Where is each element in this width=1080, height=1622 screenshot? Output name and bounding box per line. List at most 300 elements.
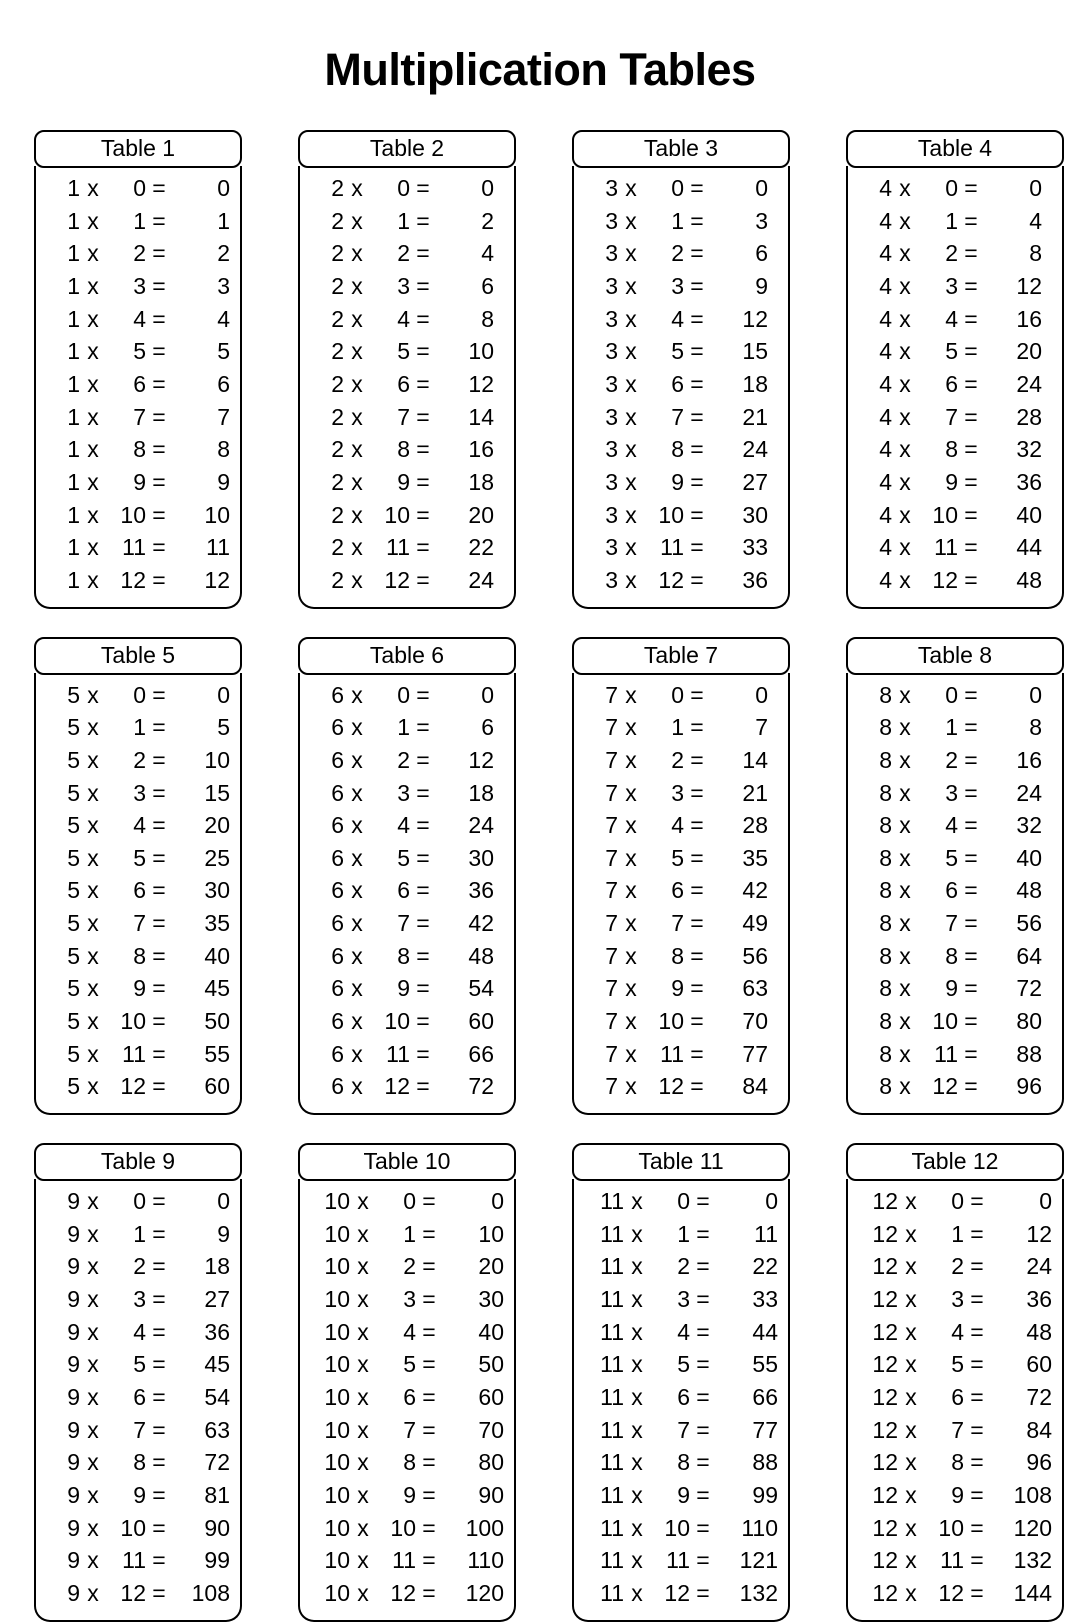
multiplicand: 8	[879, 812, 892, 839]
times-symbol: x	[87, 370, 99, 397]
multiplier: 10	[932, 1008, 958, 1035]
multiplier: 3	[133, 1286, 146, 1313]
table-row	[46, 744, 230, 777]
product: 32	[1016, 812, 1042, 839]
equals-symbol: =	[696, 1579, 710, 1606]
multiplier: 4	[397, 305, 410, 332]
equals-symbol: =	[970, 1286, 984, 1313]
multiplicand: 12	[872, 1220, 898, 1247]
multiplicand: 4	[879, 272, 892, 299]
table-row	[310, 1544, 504, 1577]
multiplicand: 6	[331, 975, 344, 1002]
table-card	[572, 130, 790, 609]
table-row	[584, 744, 778, 777]
equals-symbol: =	[970, 1416, 984, 1443]
table-row	[584, 531, 778, 564]
multiplier: 6	[397, 877, 410, 904]
multiplier: 7	[403, 1416, 416, 1443]
table-row	[310, 1479, 504, 1512]
multiplier: 0	[133, 681, 146, 708]
multiplier: 1	[671, 207, 684, 234]
times-symbol: x	[631, 1286, 643, 1313]
equals-symbol: =	[422, 1579, 436, 1606]
multiplicand: 7	[605, 1008, 618, 1035]
multiplicand: 11	[600, 1481, 624, 1508]
equals-symbol: =	[152, 1449, 166, 1476]
multiplier: 7	[397, 910, 410, 937]
equals-symbol: =	[152, 1351, 166, 1378]
equals-symbol: =	[422, 1286, 436, 1313]
table-row	[584, 205, 778, 238]
multiplier: 6	[951, 1384, 964, 1410]
multiplicand: 9	[67, 1384, 80, 1410]
multiplicand: 11	[600, 1514, 624, 1541]
table-row	[46, 1185, 230, 1218]
equals-symbol: =	[690, 844, 704, 871]
multiplier: 11	[660, 534, 684, 561]
equals-symbol: =	[422, 1384, 436, 1410]
product: 0	[217, 175, 230, 201]
table-row	[858, 401, 1052, 434]
table-row	[46, 303, 230, 336]
table-row	[584, 1577, 778, 1610]
equals-symbol: =	[964, 942, 978, 969]
multiplier: 9	[945, 468, 958, 495]
table-row	[310, 1414, 504, 1447]
product: 50	[478, 1351, 504, 1378]
multiplier: 0	[397, 175, 410, 201]
multiplier: 5	[397, 844, 410, 871]
times-symbol: x	[625, 305, 637, 332]
multiplier: 5	[945, 338, 958, 365]
times-symbol: x	[87, 1547, 99, 1574]
multiplicand: 10	[324, 1579, 350, 1606]
multiplier: 0	[951, 1188, 964, 1215]
table-card-body	[572, 166, 790, 609]
multiplicand: 12	[872, 1514, 898, 1541]
multiplicand: 2	[331, 240, 344, 267]
product: 44	[1016, 534, 1042, 561]
equals-symbol: =	[152, 975, 166, 1002]
multiplicand: 12	[872, 1188, 898, 1215]
table-card-title: Table 10	[298, 1143, 516, 1181]
equals-symbol: =	[152, 1481, 166, 1508]
table-card-body	[572, 1179, 790, 1622]
multiplier: 8	[671, 436, 684, 463]
times-symbol: x	[625, 534, 637, 561]
product: 27	[204, 1286, 230, 1313]
product: 42	[742, 877, 768, 904]
multiplier: 6	[133, 370, 146, 397]
times-symbol: x	[87, 1384, 99, 1410]
multiplicand: 2	[331, 175, 344, 201]
equals-symbol: =	[964, 1008, 978, 1035]
multiplier: 1	[403, 1220, 416, 1247]
times-symbol: x	[87, 1220, 99, 1247]
table-row	[858, 940, 1052, 973]
table-row	[858, 466, 1052, 499]
multiplicand: 11	[600, 1188, 624, 1215]
product: 9	[217, 468, 230, 495]
product: 10	[468, 338, 494, 365]
multiplier: 3	[397, 272, 410, 299]
multiplicand: 11	[600, 1579, 624, 1606]
times-symbol: x	[351, 779, 363, 806]
product: 3	[217, 272, 230, 299]
multiplier: 5	[397, 338, 410, 365]
multiplicand: 2	[331, 207, 344, 234]
equals-symbol: =	[690, 175, 704, 201]
equals-symbol: =	[152, 501, 166, 528]
table-row	[310, 1283, 504, 1316]
multiplicand: 6	[331, 844, 344, 871]
product: 110	[467, 1547, 504, 1574]
table-card	[298, 1143, 516, 1622]
multiplicand: 4	[879, 501, 892, 528]
multiplier: 11	[660, 1040, 684, 1067]
multiplicand: 2	[331, 370, 344, 397]
times-symbol: x	[899, 240, 911, 267]
equals-symbol: =	[422, 1318, 436, 1345]
times-symbol: x	[87, 436, 99, 463]
multiplier: 0	[133, 175, 146, 201]
equals-symbol: =	[416, 468, 430, 495]
times-symbol: x	[899, 1008, 911, 1035]
table-card-body	[34, 166, 242, 609]
multiplicand: 5	[67, 714, 80, 741]
equals-symbol: =	[152, 436, 166, 463]
product: 4	[217, 305, 230, 332]
table-row	[46, 270, 230, 303]
multiplicand: 5	[67, 1073, 80, 1100]
times-symbol: x	[625, 910, 637, 937]
table-row	[46, 1381, 230, 1414]
product: 50	[204, 1008, 230, 1035]
table-row	[310, 1250, 504, 1283]
table-row	[46, 1070, 230, 1103]
multiplier: 4	[677, 1318, 690, 1345]
times-symbol: x	[87, 1040, 99, 1067]
multiplier: 2	[133, 1253, 146, 1280]
multiplier: 3	[945, 779, 958, 806]
product: 0	[765, 1188, 778, 1215]
product: 40	[1016, 844, 1042, 871]
product: 0	[1029, 681, 1042, 708]
multiplicand: 11	[600, 1547, 624, 1574]
times-symbol: x	[899, 714, 911, 741]
table-row	[858, 1479, 1052, 1512]
product: 96	[1016, 1073, 1042, 1100]
product: 6	[481, 272, 494, 299]
product: 12	[468, 370, 494, 397]
table-row	[584, 499, 778, 532]
times-symbol: x	[87, 714, 99, 741]
multiplicand: 4	[879, 207, 892, 234]
product: 24	[468, 812, 494, 839]
product: 33	[752, 1286, 778, 1313]
product: 20	[204, 812, 230, 839]
times-symbol: x	[351, 305, 363, 332]
table-row	[858, 1218, 1052, 1251]
times-symbol: x	[87, 779, 99, 806]
equals-symbol: =	[970, 1547, 984, 1574]
table-row	[46, 1250, 230, 1283]
times-symbol: x	[625, 272, 637, 299]
equals-symbol: =	[964, 910, 978, 937]
multiplier: 10	[120, 501, 146, 528]
multiplicand: 9	[67, 1351, 80, 1378]
multiplicand: 4	[879, 566, 892, 593]
times-symbol: x	[899, 305, 911, 332]
product: 12	[1026, 1220, 1052, 1247]
product: 60	[1026, 1351, 1052, 1378]
table-card	[298, 130, 516, 609]
multiplicand: 1	[67, 207, 80, 234]
table-card-title: Table 9	[34, 1143, 242, 1181]
times-symbol: x	[87, 403, 99, 430]
product: 45	[204, 1351, 230, 1378]
product: 63	[204, 1416, 230, 1443]
multiplicand: 9	[67, 1481, 80, 1508]
multiplicand: 8	[879, 1073, 892, 1100]
multiplicand: 9	[67, 1547, 80, 1574]
equals-symbol: =	[152, 1579, 166, 1606]
product: 48	[1016, 877, 1042, 904]
times-symbol: x	[899, 779, 911, 806]
multiplier: 11	[122, 534, 146, 561]
table-row	[584, 1446, 778, 1479]
table-row	[310, 679, 504, 712]
multiplicand: 9	[67, 1579, 80, 1606]
equals-symbol: =	[690, 779, 704, 806]
times-symbol: x	[357, 1481, 369, 1508]
equals-symbol: =	[696, 1220, 710, 1247]
multiplier: 6	[671, 370, 684, 397]
equals-symbol: =	[690, 338, 704, 365]
product: 70	[742, 1008, 768, 1035]
equals-symbol: =	[690, 240, 704, 267]
product: 45	[204, 975, 230, 1002]
multiplier: 10	[658, 1008, 684, 1035]
times-symbol: x	[87, 681, 99, 708]
multiplicand: 7	[605, 942, 618, 969]
product: 72	[1016, 975, 1042, 1002]
equals-symbol: =	[422, 1514, 436, 1541]
multiplier: 12	[384, 1073, 410, 1100]
product: 120	[1013, 1514, 1052, 1541]
table-row	[310, 809, 504, 842]
multiplicand: 2	[331, 436, 344, 463]
times-symbol: x	[87, 1286, 99, 1313]
multiplier: 1	[133, 207, 146, 234]
multiplier: 3	[671, 779, 684, 806]
product: 84	[742, 1073, 768, 1100]
product: 70	[478, 1416, 504, 1443]
multiplier: 3	[397, 779, 410, 806]
equals-symbol: =	[422, 1188, 436, 1215]
times-symbol: x	[87, 746, 99, 773]
multiplicand: 8	[879, 942, 892, 969]
multiplicand: 5	[67, 812, 80, 839]
table-row	[584, 303, 778, 336]
table-row	[858, 303, 1052, 336]
multiplier: 4	[945, 812, 958, 839]
table-row	[858, 777, 1052, 810]
product: 8	[481, 305, 494, 332]
product: 99	[752, 1481, 778, 1508]
multiplicand: 12	[872, 1579, 898, 1606]
table-row	[858, 711, 1052, 744]
times-symbol: x	[905, 1547, 917, 1574]
times-symbol: x	[87, 1318, 99, 1345]
table-row	[858, 499, 1052, 532]
equals-symbol: =	[964, 207, 978, 234]
equals-symbol: =	[416, 272, 430, 299]
times-symbol: x	[351, 436, 363, 463]
multiplier: 2	[403, 1253, 416, 1280]
multiplier: 9	[397, 975, 410, 1002]
times-symbol: x	[631, 1318, 643, 1345]
times-symbol: x	[625, 1040, 637, 1067]
equals-symbol: =	[152, 468, 166, 495]
product: 121	[739, 1547, 778, 1574]
table-row	[858, 874, 1052, 907]
equals-symbol: =	[690, 1008, 704, 1035]
times-symbol: x	[905, 1286, 917, 1313]
multiplicand: 12	[872, 1481, 898, 1508]
multiplier: 7	[397, 403, 410, 430]
product: 48	[468, 942, 494, 969]
table-row	[46, 972, 230, 1005]
tables-grid	[28, 130, 1052, 1622]
product: 24	[468, 566, 494, 593]
table-row	[310, 205, 504, 238]
multiplier: 8	[671, 942, 684, 969]
multiplier: 4	[133, 812, 146, 839]
multiplier: 0	[945, 175, 958, 201]
equals-symbol: =	[970, 1514, 984, 1541]
equals-symbol: =	[152, 877, 166, 904]
multiplicand: 7	[605, 714, 618, 741]
equals-symbol: =	[690, 534, 704, 561]
multiplier: 11	[940, 1547, 964, 1574]
table-row	[584, 972, 778, 1005]
product: 18	[742, 370, 768, 397]
table-row	[858, 1185, 1052, 1218]
table-row	[46, 1218, 230, 1251]
product: 55	[752, 1351, 778, 1378]
table-row	[310, 940, 504, 973]
multiplier: 10	[390, 1514, 416, 1541]
multiplicand: 1	[67, 338, 80, 365]
product: 96	[1026, 1449, 1052, 1476]
table-row	[584, 679, 778, 712]
equals-symbol: =	[416, 1073, 430, 1100]
equals-symbol: =	[416, 338, 430, 365]
product: 16	[1016, 746, 1042, 773]
times-symbol: x	[631, 1514, 643, 1541]
multiplicand: 5	[67, 910, 80, 937]
equals-symbol: =	[690, 910, 704, 937]
table-card-title: Table 5	[34, 637, 242, 675]
multiplier: 4	[133, 1318, 146, 1345]
table-row	[46, 1005, 230, 1038]
table-row	[46, 368, 230, 401]
multiplicand: 12	[872, 1286, 898, 1313]
multiplier: 2	[671, 746, 684, 773]
table-row	[584, 1250, 778, 1283]
multiplicand: 6	[331, 910, 344, 937]
equals-symbol: =	[964, 175, 978, 201]
equals-symbol: =	[696, 1547, 710, 1574]
product: 80	[478, 1449, 504, 1476]
product: 20	[478, 1253, 504, 1280]
product: 48	[1026, 1318, 1052, 1345]
multiplier: 4	[671, 305, 684, 332]
table-row	[310, 874, 504, 907]
multiplier: 1	[677, 1220, 690, 1247]
equals-symbol: =	[152, 714, 166, 741]
times-symbol: x	[87, 1073, 99, 1100]
multiplicand: 6	[331, 877, 344, 904]
table-row	[310, 1381, 504, 1414]
times-symbol: x	[351, 1008, 363, 1035]
equals-symbol: =	[422, 1481, 436, 1508]
table-card-body	[846, 673, 1064, 1116]
product: 12	[1016, 272, 1042, 299]
equals-symbol: =	[152, 681, 166, 708]
multiplier: 9	[397, 468, 410, 495]
product: 88	[1016, 1040, 1042, 1067]
equals-symbol: =	[416, 403, 430, 430]
times-symbol: x	[351, 501, 363, 528]
table-row	[46, 499, 230, 532]
product: 21	[742, 779, 768, 806]
product: 24	[1016, 779, 1042, 806]
multiplicand: 6	[331, 942, 344, 969]
product: 22	[468, 534, 494, 561]
multiplier: 9	[945, 975, 958, 1002]
multiplicand: 10	[324, 1318, 350, 1345]
multiplicand: 1	[67, 566, 80, 593]
multiplicand: 2	[331, 468, 344, 495]
multiplier: 12	[658, 566, 684, 593]
times-symbol: x	[631, 1253, 643, 1280]
product: 54	[468, 975, 494, 1002]
table-card-body	[298, 673, 516, 1116]
multiplicand: 5	[67, 779, 80, 806]
table-row	[46, 172, 230, 205]
multiplicand: 4	[879, 305, 892, 332]
table-row	[46, 1512, 230, 1545]
table-row	[858, 172, 1052, 205]
product: 77	[742, 1040, 768, 1067]
product: 6	[755, 240, 768, 267]
times-symbol: x	[351, 746, 363, 773]
product: 0	[217, 1188, 230, 1215]
table-row	[46, 874, 230, 907]
multiplier: 5	[677, 1351, 690, 1378]
table-card-title: Table 8	[846, 637, 1064, 675]
multiplicand: 4	[879, 338, 892, 365]
equals-symbol: =	[964, 240, 978, 267]
table-row	[46, 679, 230, 712]
product: 64	[1016, 942, 1042, 969]
equals-symbol: =	[416, 305, 430, 332]
table-row	[584, 809, 778, 842]
table-row	[858, 368, 1052, 401]
equals-symbol: =	[970, 1318, 984, 1345]
